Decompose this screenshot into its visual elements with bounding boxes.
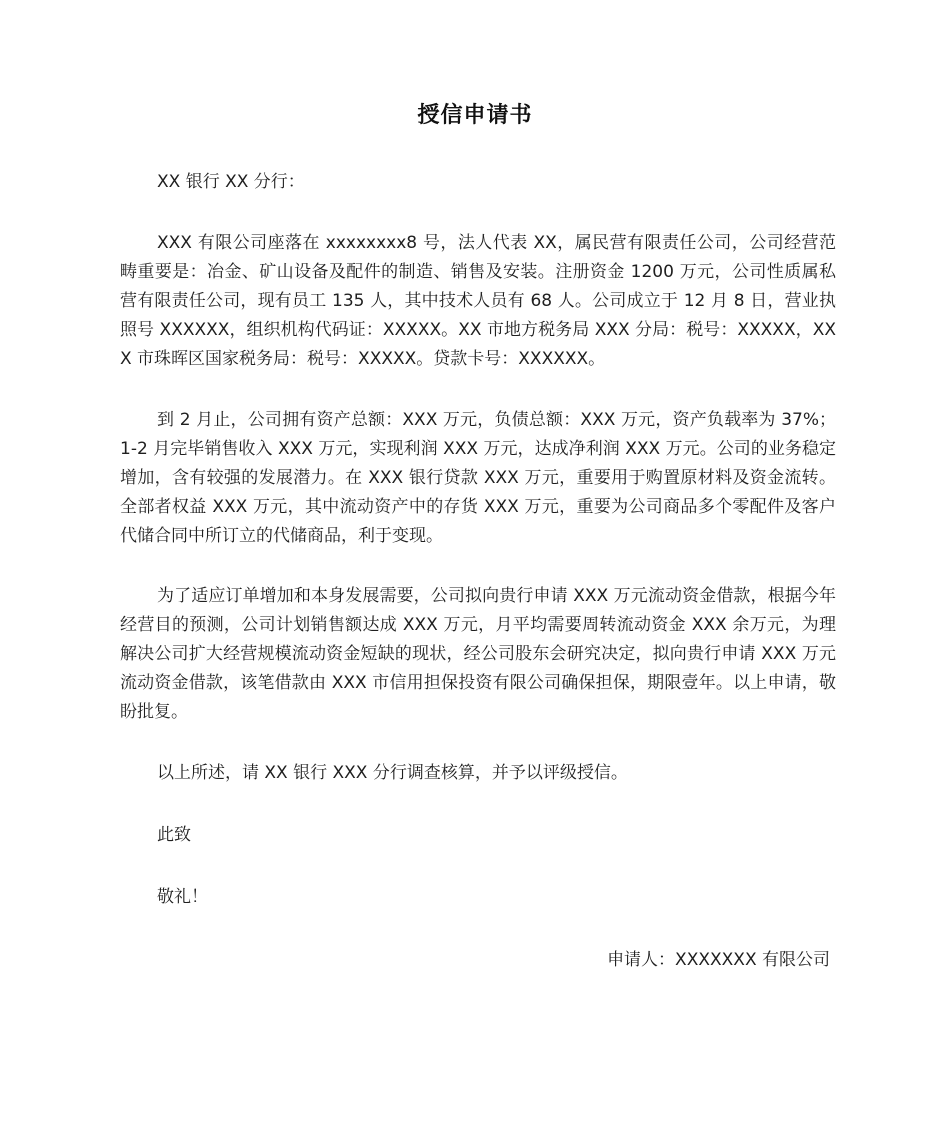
paragraph-loan-request: 为了适应订单增加和本身发展需要，公司拟向贵行申请 XXX 万元流动资金借款，根据今年经营目的预测，公司计划销售额达成 XXX 万元，月平均需要周转流动资金 XXX 余万元，为理解决公司扩大经营规模流动资金短缺的现状，经公司股东会研究决定，拟向贵行申请 XXX 万元流动资金借款，该笔借款由 XXX 市信用担保投资有限公司确保担保，期限壹年。以上申请，敬盼批复。: [120, 586, 836, 722]
request-line: 以上所述，请 XX 银行 XXX 分行调查核算，并予以评级授信。: [157, 763, 628, 783]
applicant-signature: 申请人：XXXXXXX 有限公司: [607, 950, 830, 970]
page-title: 授信申请书: [417, 103, 533, 128]
closing-salute: 敬礼！: [157, 887, 208, 907]
salutation: XX 银行 XX 分行：: [157, 172, 305, 192]
paragraph-company-profile: XXX 有限公司座落在 xxxxxxxx8 号，法人代表 XX，属民营有限责任公司，公司经营范畴重要是：冶金、矿山设备及配件的制造、销售及安装。注册资金 1200 万元，公司性质属私营有限责任公司，现有员工 135 人，其中技术人员有 68 人。公司成立于 12 月 8 日，营业执照号 XXXXXX，组织机构代码证：XXXXX。XX 市地方税务局 XXX 分局：税号：XXXXX，XXX 市珠晖区国家税务局：税号：XXXXX。贷款卡号：XXXXXX。: [120, 233, 836, 369]
paragraph-financial-status: 到 2 月止，公司拥有资产总额：XXX 万元，负债总额：XXX 万元，资产负载率为 37%；1-2 月完毕销售收入 XXX 万元，实现利润 XXX 万元，达成净利润 XXX 万元。公司的业务稳定增加，含有较强的发展潜力。在 XXX 银行贷款 XXX 万元，重要用于购置原材料及资金流转。全部者权益 XXX 万元，其中流动资产中的存货 XXX 万元，重要为公司商品多个零配件及客户代储合同中所订立的代储商品，利于变现。: [120, 410, 836, 546]
closing-greeting: 此致: [157, 825, 191, 845]
